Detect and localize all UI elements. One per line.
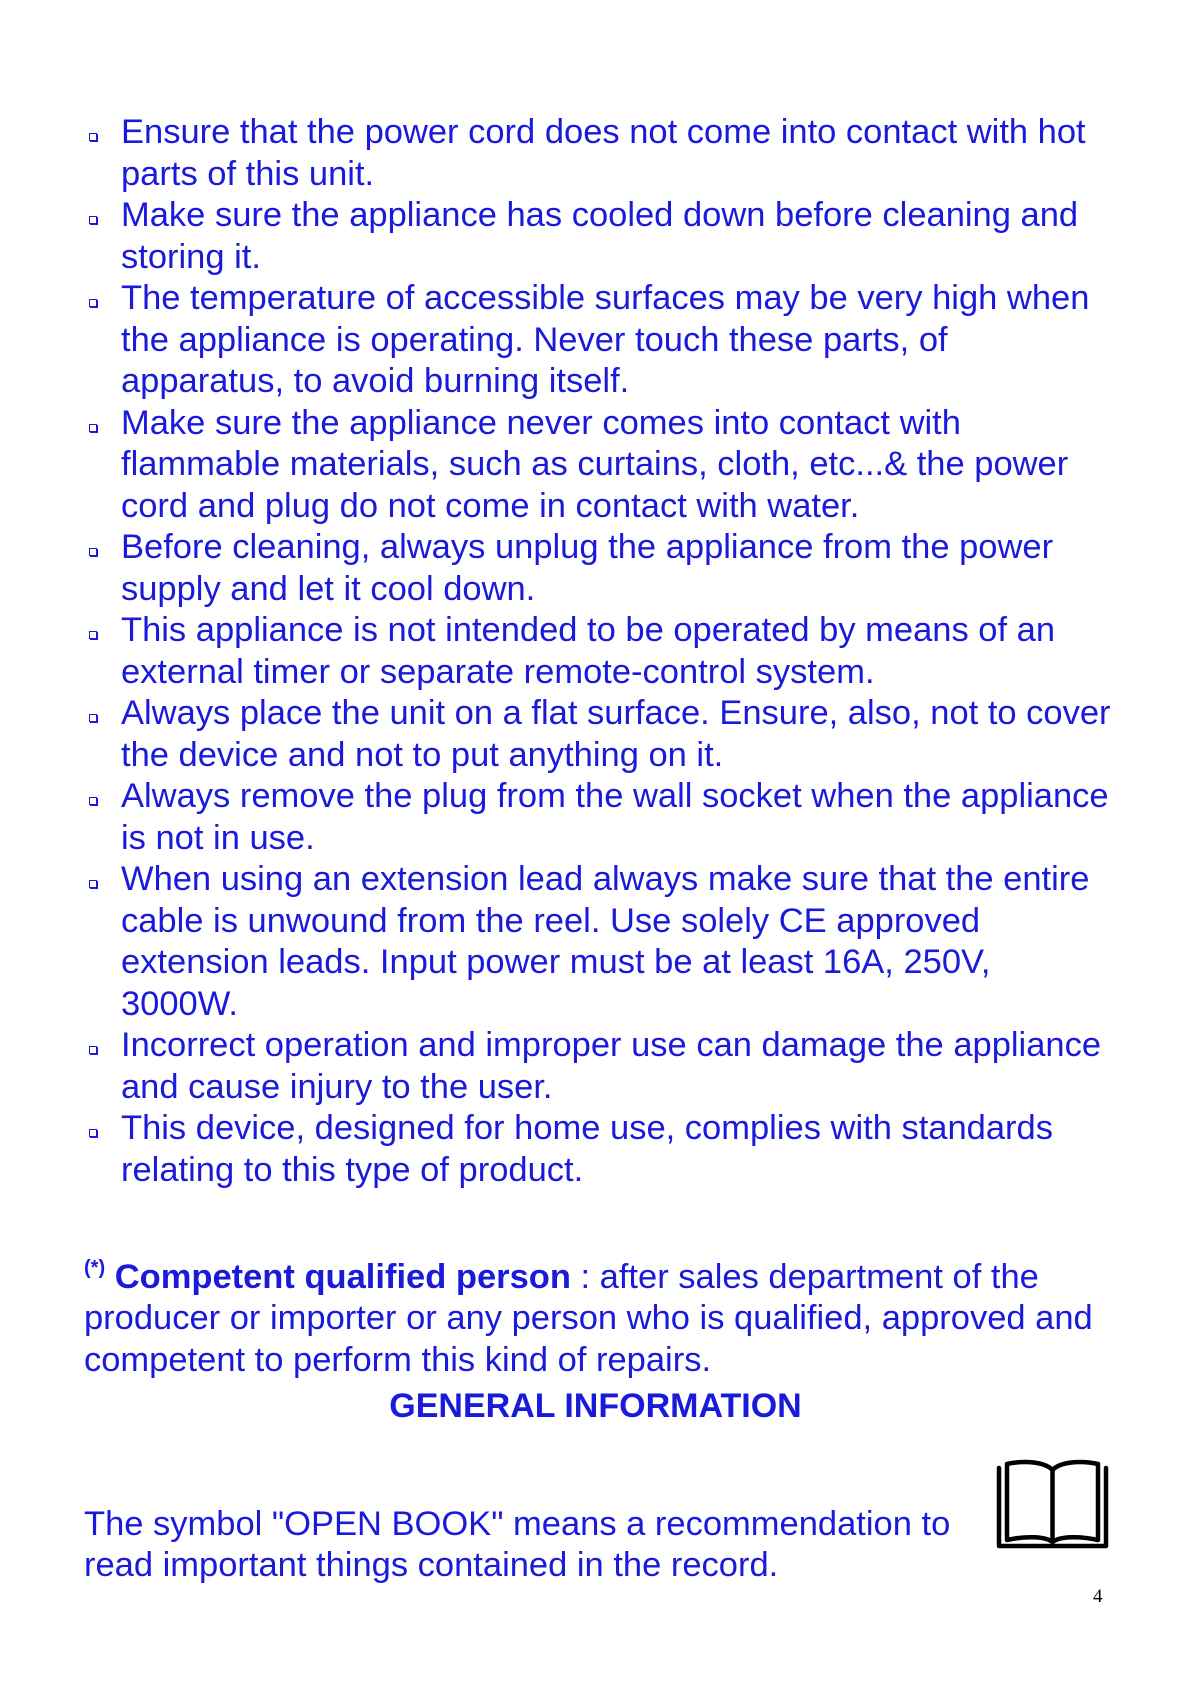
list-item (84, 1025, 1114, 1108)
list-item-text: Incorrect operation and improper use can damage the appliance and cause injury to the user. (121, 1026, 1102, 1106)
note-marker: (*) (84, 1256, 106, 1279)
list-item-text: Always place the unit on a flat surface. Ensure, also, not to cover the device and not to put anything on it. (121, 694, 1111, 774)
list-item (84, 859, 1114, 1025)
list-item-text: This device, designed for home use, complies with standards relating to this type of product. (121, 1109, 1053, 1189)
square-bullet-icon (89, 548, 97, 556)
square-bullet-icon (89, 216, 97, 224)
list-item (84, 195, 1114, 278)
square-bullet-icon (89, 880, 97, 888)
safety-bullet-list (84, 112, 1114, 1191)
section-heading: GENERAL INFORMATION (389, 1387, 802, 1425)
list-item-text: The temperature of accessible surfaces may be very high when the appliance is operating. Never touch these parts, of apparatus, to avoid burning itself. (121, 279, 1090, 400)
note-term: Competent qualified person (114, 1257, 571, 1296)
list-item-text: When using an extension lead always make sure that the entire cable is unwound from the reel. Use solely CE approved extension leads. Input power must be at least 16A, 250V, 3000W. (121, 860, 1090, 1023)
open-book-icon (995, 1456, 1110, 1552)
qualified-person-note (84, 1257, 1114, 1382)
open-book-description: The symbol "OPEN BOOK" means a recommendation to read important things contained in the record. (84, 1504, 951, 1584)
square-bullet-icon (89, 797, 97, 805)
note-text: : after sales department of the producer or importer or any person who is qualified, approved and competent to perform this kind of repairs. (84, 1257, 1093, 1379)
list-item (84, 278, 1114, 403)
list-item-text: Before cleaning, always unplug the appliance from the power supply and let it cool down. (121, 528, 1054, 608)
list-item (84, 112, 1114, 195)
list-item (84, 403, 1114, 528)
list-item-text: Ensure that the power cord does not come into contact with hot parts of this unit. (121, 113, 1086, 193)
square-bullet-icon (89, 424, 97, 432)
list-item (84, 610, 1114, 693)
square-bullet-icon (89, 631, 97, 639)
square-bullet-icon (89, 299, 97, 307)
list-item-text: This appliance is not intended to be operated by means of an external timer or separate remote-control system. (121, 611, 1056, 691)
page-number: 4 (1093, 1586, 1103, 1607)
square-bullet-icon (89, 1129, 97, 1137)
square-bullet-icon (89, 1046, 97, 1054)
list-item (84, 776, 1114, 859)
list-item (84, 693, 1114, 776)
square-bullet-icon (89, 133, 97, 141)
list-item-text: Make sure the appliance never comes into contact with flammable materials, such as curtains, cloth, etc...& the power cord and plug do not come in contact with water. (121, 403, 1069, 525)
list-item-text: Make sure the appliance has cooled down before cleaning and storing it. (121, 196, 1079, 276)
square-bullet-icon (89, 714, 97, 722)
list-item (84, 1108, 1114, 1191)
list-item-text: Always remove the plug from the wall socket when the appliance is not in use. (121, 777, 1109, 857)
list-item (84, 527, 1114, 610)
